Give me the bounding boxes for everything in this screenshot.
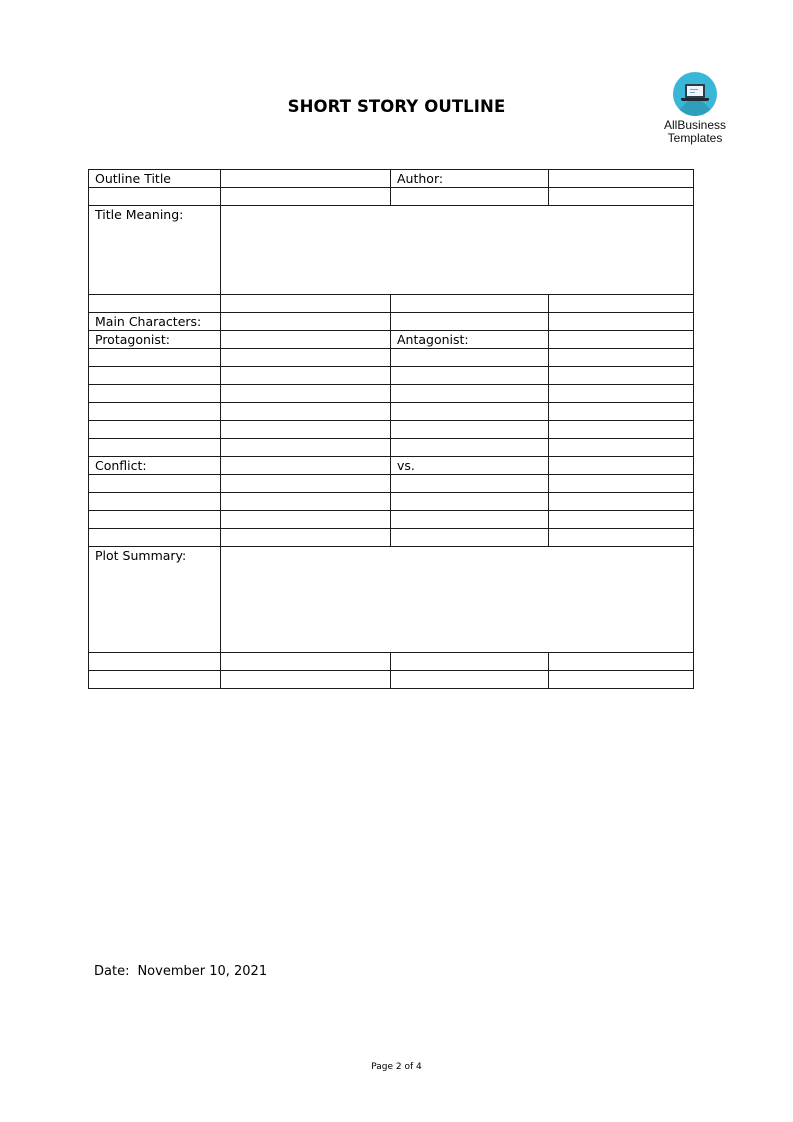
table-row <box>89 529 694 547</box>
table-cell[interactable] <box>89 511 221 529</box>
page-number: Page 2 of 4 <box>371 1062 422 1072</box>
table-cell[interactable] <box>221 403 391 421</box>
table-cell[interactable] <box>549 529 694 547</box>
table-cell[interactable] <box>549 403 694 421</box>
allbusiness-logo <box>662 72 728 145</box>
table-cell[interactable] <box>391 475 549 493</box>
table-cell[interactable] <box>89 439 221 457</box>
table-cell[interactable] <box>549 475 694 493</box>
table-row-title-meaning <box>89 206 694 295</box>
table-cell[interactable] <box>221 367 391 385</box>
table-cell[interactable] <box>549 367 694 385</box>
table-cell[interactable] <box>89 671 221 689</box>
conflict-field[interactable] <box>221 457 391 475</box>
table-cell[interactable] <box>221 671 391 689</box>
table-cell[interactable] <box>549 439 694 457</box>
table-cell[interactable] <box>221 475 391 493</box>
table-cell[interactable] <box>89 529 221 547</box>
table-cell[interactable] <box>549 493 694 511</box>
table-cell[interactable] <box>549 671 694 689</box>
table-row <box>89 671 694 689</box>
table-cell[interactable] <box>391 367 549 385</box>
table-cell[interactable] <box>89 349 221 367</box>
table-cell[interactable] <box>221 349 391 367</box>
antagonist-label: Antagonist: <box>391 331 549 349</box>
versus-label: vs. <box>391 457 549 475</box>
table-cell[interactable] <box>221 439 391 457</box>
outline-title-label: Outline Title <box>89 170 221 188</box>
table-cell[interactable] <box>391 188 549 206</box>
date-label: Date: <box>94 964 130 979</box>
table-cell[interactable] <box>391 385 549 403</box>
title-meaning-field[interactable] <box>221 206 694 295</box>
table-cell[interactable] <box>221 313 391 331</box>
table-row <box>89 511 694 529</box>
table-cell[interactable] <box>89 385 221 403</box>
logo-text-line1: AllBusiness <box>663 118 727 132</box>
table-cell[interactable] <box>549 188 694 206</box>
logo-text-line2: Templates <box>667 131 723 145</box>
main-characters-label: Main Characters: <box>89 313 221 331</box>
table-cell[interactable] <box>221 421 391 439</box>
table-cell[interactable] <box>221 188 391 206</box>
table-row <box>89 403 694 421</box>
outline-title-field[interactable] <box>221 170 391 188</box>
table-row <box>89 295 694 313</box>
table-cell[interactable] <box>89 188 221 206</box>
table-row-plot-summary <box>89 547 694 653</box>
table-cell[interactable] <box>89 493 221 511</box>
date-line <box>94 964 267 979</box>
protagonist-field[interactable] <box>221 331 391 349</box>
plot-summary-label: Plot Summary: <box>89 547 221 653</box>
table-cell[interactable] <box>89 403 221 421</box>
title-meaning-label: Title Meaning: <box>89 206 221 295</box>
table-cell[interactable] <box>89 653 221 671</box>
author-label: Author: <box>391 170 549 188</box>
table-cell[interactable] <box>391 511 549 529</box>
table-row-conflict <box>89 457 694 475</box>
table-row <box>89 385 694 403</box>
table-cell[interactable] <box>549 349 694 367</box>
table-cell[interactable] <box>391 295 549 313</box>
table-cell[interactable] <box>221 493 391 511</box>
laptop-icon <box>673 72 717 116</box>
table-cell[interactable] <box>221 295 391 313</box>
table-cell[interactable] <box>221 511 391 529</box>
table-cell[interactable] <box>391 313 549 331</box>
protagonist-label: Protagonist: <box>89 331 221 349</box>
table-cell[interactable] <box>89 295 221 313</box>
table-row <box>89 475 694 493</box>
table-cell[interactable] <box>391 529 549 547</box>
table-cell[interactable] <box>391 421 549 439</box>
antagonist-field[interactable] <box>549 331 694 349</box>
table-row <box>89 367 694 385</box>
table-cell[interactable] <box>549 313 694 331</box>
table-cell[interactable] <box>89 367 221 385</box>
table-row <box>89 349 694 367</box>
table-cell[interactable] <box>549 511 694 529</box>
table-row <box>89 188 694 206</box>
table-cell[interactable] <box>391 439 549 457</box>
table-cell[interactable] <box>89 475 221 493</box>
versus-field[interactable] <box>549 457 694 475</box>
conflict-label: Conflict: <box>89 457 221 475</box>
table-row-outline-title <box>89 170 694 188</box>
outline-table <box>88 169 694 689</box>
table-row <box>89 493 694 511</box>
table-row <box>89 439 694 457</box>
table-cell[interactable] <box>391 671 549 689</box>
table-cell[interactable] <box>549 295 694 313</box>
table-row-main-characters <box>89 313 694 331</box>
table-row <box>89 421 694 439</box>
table-cell[interactable] <box>221 653 391 671</box>
table-cell[interactable] <box>549 653 694 671</box>
document-title: SHORT STORY OUTLINE <box>287 97 506 116</box>
table-row-protagonist-antagonist <box>89 331 694 349</box>
table-cell[interactable] <box>221 385 391 403</box>
table-cell[interactable] <box>549 421 694 439</box>
date-value: November 10, 2021 <box>137 964 268 979</box>
plot-summary-field[interactable] <box>221 547 694 653</box>
table-cell[interactable] <box>89 421 221 439</box>
table-cell[interactable] <box>549 385 694 403</box>
table-cell[interactable] <box>391 653 549 671</box>
author-field[interactable] <box>549 170 694 188</box>
table-cell[interactable] <box>391 403 549 421</box>
table-row <box>89 653 694 671</box>
table-cell[interactable] <box>391 349 549 367</box>
table-cell[interactable] <box>221 529 391 547</box>
table-cell[interactable] <box>391 493 549 511</box>
